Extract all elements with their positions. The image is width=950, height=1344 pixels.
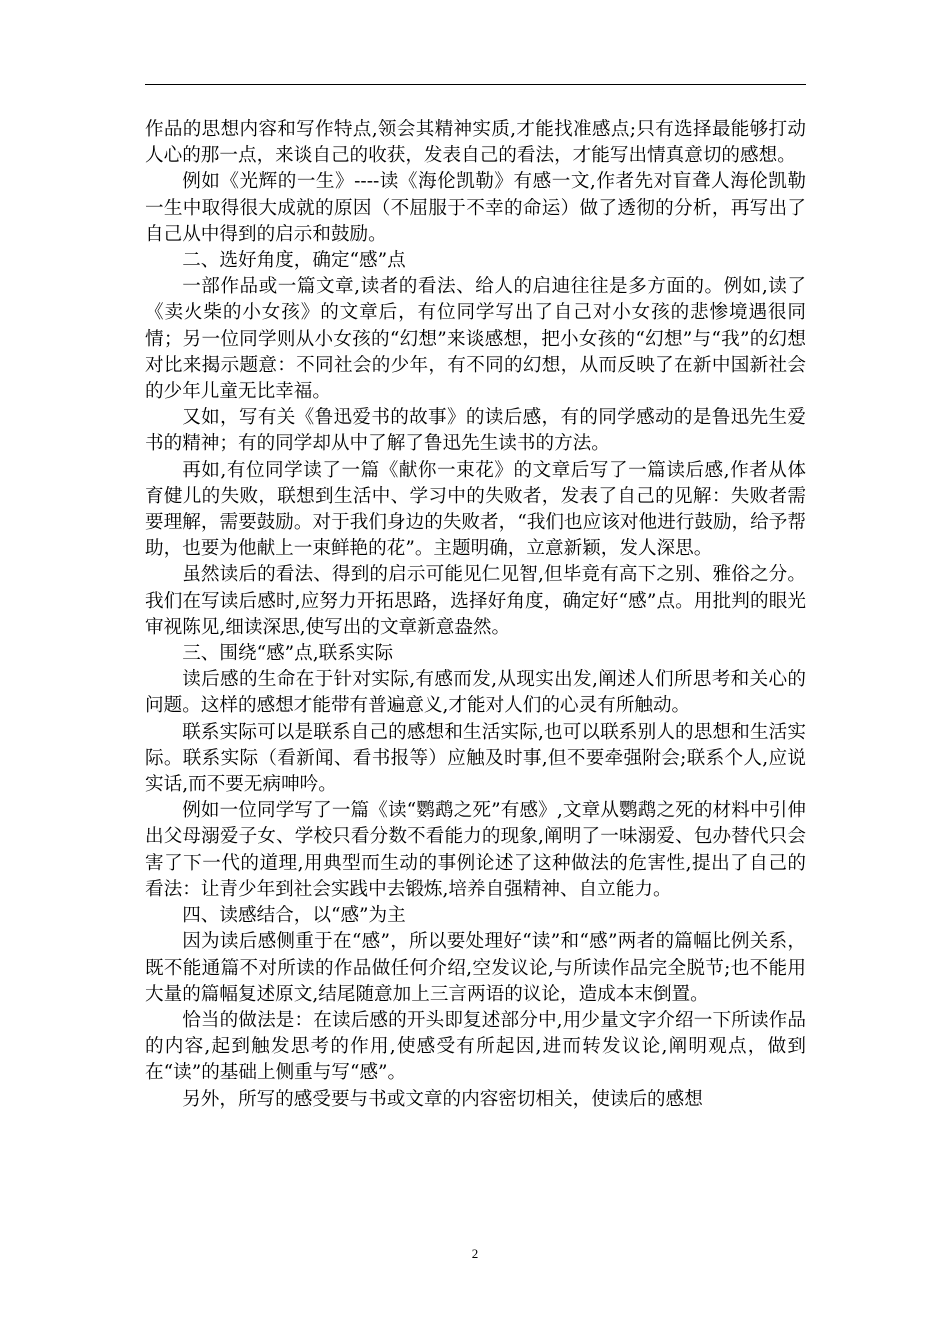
paragraph: 一部作品或一篇文章,读者的看法、给人的启迪往往是多方面的。例如,读了《卖火柴的小女孩》的文章后，有位同学写出了自己对小女孩的悲惨境遇很同情；另一位同学则从小女孩的“幻想”来谈感想，把小女孩的“幻想”与“我”的幻想对比来揭示题意：不同社会的少年，有不同的幻想，从而反映了在新中国新社会的少年儿童无比幸福。 — [145, 276, 806, 403]
paragraph: 读后感的生命在于针对实际,有感而发,从现实出发,阐述人们所思考和关心的问题。这样的感想才能带有普遍意义,才能对人们的心灵有所触动。 — [145, 669, 806, 717]
header-rule — [145, 84, 806, 85]
section-heading: 二、选好角度，确定“感”点 — [182, 250, 406, 272]
paragraph: 例如《光辉的一生》----读《海伦凯勒》有感一文,作者先对盲聋人海伦凯勒一生中取得很大成就的原因（不屈服于不幸的命运）做了透彻的分析，再写出了自己从中得到的启示和鼓励。 — [145, 171, 806, 245]
paragraph: 因为读后感侧重于在“感”，所以要处理好“读”和“感”两者的篇幅比例关系，既不能通篇不对所读的作品做任何介绍,空发议论,与所读作品完全脱节;也不能用大量的篇幅复述原文,结尾随意加上三言两语的议论，造成本末倒置。 — [145, 931, 806, 1005]
paragraph: 联系实际可以是联系自己的感想和生活实际,也可以联系别人的思想和生活实际。联系实际（看新闻、看书报等）应触及时事,但不要牵强附会;联系个人,应说实话,而不要无病呻吟。 — [145, 721, 806, 796]
section-heading: 三、围绕“感”点,联系实际 — [182, 643, 394, 665]
paragraph: 例如一位同学写了一篇《读“鹦鹉之死”有感》,文章从鹦鹉之死的材料中引伸出父母溺爱子女、学校只看分数不看能力的现象,阐明了一味溺爱、包办替代只会害了下一代的道理,用典型而生动的事例论述了这种做法的危害性,提出了自己的看法：让青少年到社会实践中去锻炼,培养自强精神、自立能力。 — [145, 800, 806, 900]
paragraph: 另外，所写的感受要与书或文章的内容密切相关，使读后的感想 — [182, 1088, 703, 1110]
paragraph: 又如，写有关《鲁迅爱书的故事》的读后感，有的同学感动的是鲁迅先生爱书的精神；有的同学却从中了解了鲁迅先生读书的方法。 — [145, 407, 806, 455]
document-body — [145, 117, 806, 1113]
paragraph: 再如,有位同学读了一篇《献你一束花》的文章后写了一篇读后感,作者从体育健儿的失败，联想到生活中、学习中的失败者，发表了自己的见解：失败者需要理解，需要鼓励。对于我们身边的失败者，“我们也应该对他进行鼓励，给予帮助，也要为他献上一束鲜艳的花”。主题明确，立意新颖，发人深思。 — [145, 459, 806, 560]
section-heading: 四、读感结合，以“感”为主 — [182, 905, 406, 927]
paragraph: 恰当的做法是：在读后感的开头即复述部分中,用少量文字介绍一下所读作品的内容,起到触发思考的作用,使感受有所起因,进而转发议论,阐明观点，做到在“读”的基础上侧重与写“感”。 — [145, 1009, 806, 1084]
paragraph: 作品的思想内容和写作特点,领会其精神实质,才能找准感点;只有选择最能够打动人心的那一点，来谈自己的收获，发表自己的看法，才能写出情真意切的感想。 — [145, 119, 806, 167]
paragraph: 虽然读后的看法、得到的启示可能见仁见智,但毕竟有高下之别、雅俗之分。我们在写读后感时,应努力开拓思路，选择好角度，确定好“感”点。用批判的眼光审视陈见,细读深思,使写出的文章新意盎然。 — [145, 564, 806, 638]
page-number: 2 — [471, 1246, 479, 1261]
